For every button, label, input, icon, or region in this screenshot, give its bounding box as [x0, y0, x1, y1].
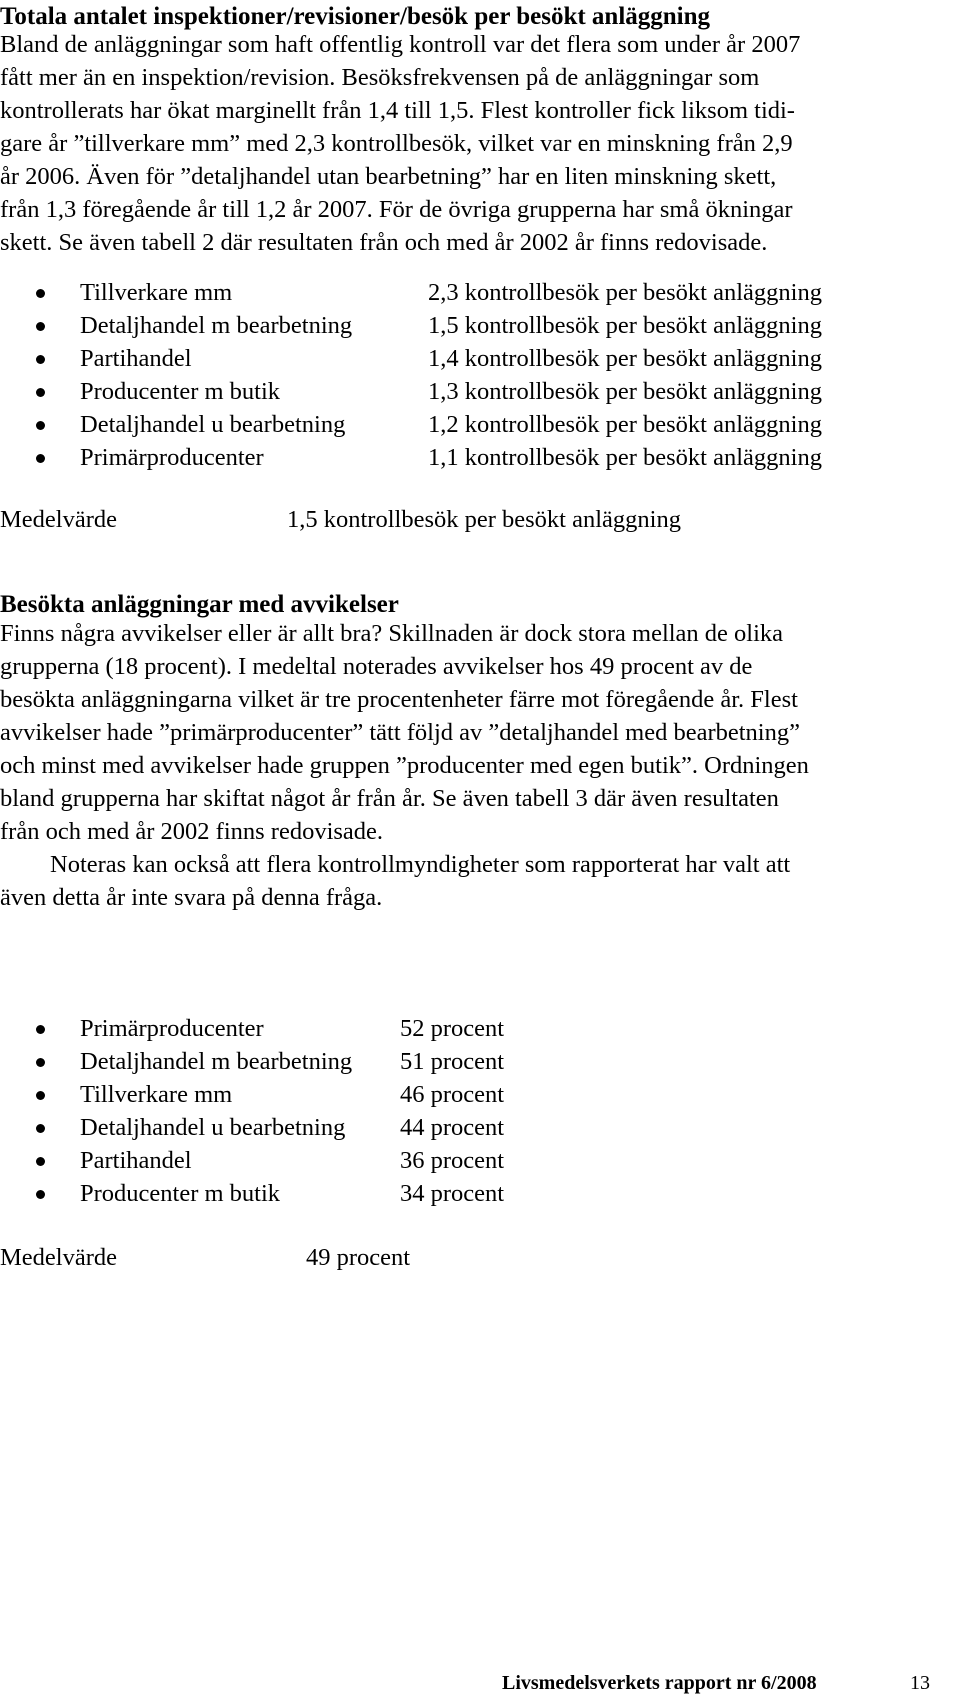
paragraph-line: fått mer än en inspektion/revision. Besöksfrekvensen på de anläggningar som [0, 64, 760, 91]
paragraph-line: bland grupperna har skiftat något år från år. Se även tabell 3 där även resultaten [0, 785, 779, 812]
list-item-label: Producenter m butik [80, 1180, 281, 1207]
list-item [0, 1045, 960, 1079]
list-item-label: Primärproducenter [80, 1015, 264, 1042]
paragraph-line: Bland de anläggningar som haft offentlig kontroll var det flera som under år 2007 [0, 31, 801, 58]
list-item-value: 34 procent [400, 1180, 505, 1207]
list-item-value: 36 procent [400, 1147, 505, 1174]
paragraph-line: Finns några avvikelser eller är allt bra? Skillnaden är dock stora mellan de olika [0, 620, 784, 647]
paragraph-deviations [0, 617, 809, 914]
list-item-label: Producenter m butik [80, 378, 281, 405]
paragraph-line: gare år ”tillverkare mm” med 2,3 kontrollbesök, vilket var en minskning från 2,9 [0, 130, 793, 157]
bullet-icon [36, 1124, 45, 1133]
bullet-icon [36, 289, 45, 298]
list-item-value: 46 procent [400, 1081, 505, 1108]
paragraph-line: skett. Se även tabell 2 där resultaten från och med år 2002 år finns redovisade. [0, 229, 768, 256]
paragraph-line: grupperna (18 procent). I medeltal noterades avvikelser hos 49 procent av de [0, 653, 753, 680]
average-label: Medelvärde [0, 506, 117, 533]
average-row [0, 503, 960, 537]
paragraph-inspections [0, 28, 800, 259]
list-item-value: 1,3 kontrollbesök per besökt anläggning [428, 378, 822, 405]
bullet-icon [36, 322, 45, 331]
list-item-label: Detaljhandel u bearbetning [80, 1114, 346, 1141]
page-footer [0, 1668, 960, 1698]
list-item-value: 52 procent [400, 1015, 505, 1042]
page-number: 13 [910, 1672, 930, 1694]
list-item-value: 1,4 kontrollbesök per besökt anläggning [428, 345, 822, 372]
average-value: 1,5 kontrollbesök per besökt anläggning [287, 506, 681, 533]
list-item-value: 2,3 kontrollbesök per besökt anläggning [428, 279, 822, 306]
average-label: Medelvärde [0, 1244, 117, 1271]
bullet-icon [36, 388, 45, 397]
list-item-label: Partihandel [80, 345, 192, 372]
list-item [0, 375, 960, 409]
list-item [0, 309, 960, 343]
bullet-icon [36, 1190, 45, 1199]
list-item [0, 1012, 960, 1046]
bullet-icon [36, 454, 45, 463]
paragraph-line: år 2006. Även för ”detaljhandel utan bearbetning” har en liten minskning skett, [0, 163, 777, 190]
list-item-label: Tillverkare mm [80, 279, 233, 306]
paragraph-line [0, 848, 809, 881]
section-heading-deviations: Besökta anläggningar med avvikelser [0, 591, 399, 618]
list-item-label: Partihandel [80, 1147, 192, 1174]
list-item-value: 1,1 kontrollbesök per besökt anläggning [428, 444, 822, 471]
paragraph-line: även detta år inte svara på denna fråga. [0, 884, 383, 911]
paragraph-line: avvikelser hade ”primärproducenter” tätt följd av ”detaljhandel med bearbetning” [0, 719, 800, 746]
list-item [0, 276, 960, 310]
bullet-icon [36, 355, 45, 364]
note-line: Noteras kan också att flera kontrollmyndigheter som rapporterat har valt att [50, 851, 791, 878]
list-item-label: Primärproducenter [80, 444, 264, 471]
paragraph-line: besökta anläggningarna vilket är tre procentenheter färre mot föregående år. Flest [0, 686, 798, 713]
list-item-value: 1,5 kontrollbesök per besökt anläggning [428, 312, 822, 339]
paragraph-line: från och med år 2002 finns redovisade. [0, 818, 384, 845]
bullet-icon [36, 1157, 45, 1166]
list-item-label: Tillverkare mm [80, 1081, 233, 1108]
paragraph-line: och minst med avvikelser hade gruppen ”producenter med egen butik”. Ordningen [0, 752, 809, 779]
list-item-label: Detaljhandel m bearbetning [80, 312, 353, 339]
bullet-icon [36, 1058, 45, 1067]
list-item-label: Detaljhandel u bearbetning [80, 411, 346, 438]
bullet-icon [36, 1025, 45, 1034]
list-item-value: 44 procent [400, 1114, 505, 1141]
bullet-icon [36, 1091, 45, 1100]
list-item [0, 441, 960, 475]
paragraph-line: kontrollerats har ökat marginellt från 1,4 till 1,5. Flest kontroller fick liksom tidi- [0, 97, 795, 124]
list-item [0, 408, 960, 442]
list-item [0, 342, 960, 376]
section-heading-inspections: Totala antalet inspektioner/revisioner/besök per besökt anläggning [0, 3, 711, 30]
list-item-value: 51 procent [400, 1048, 505, 1075]
list-item [0, 1111, 960, 1145]
list-item-label: Detaljhandel m bearbetning [80, 1048, 353, 1075]
paragraph-line: från 1,3 föregående år till 1,2 år 2007. För de övriga grupperna har små ökningar [0, 196, 793, 223]
list-item [0, 1177, 960, 1211]
list-item [0, 1144, 960, 1178]
average-row [0, 1241, 960, 1275]
bullet-icon [36, 421, 45, 430]
average-value: 49 procent [306, 1244, 411, 1271]
footer-report-title: Livsmedelsverkets rapport nr 6/2008 [502, 1672, 817, 1694]
list-item [0, 1078, 960, 1112]
list-item-value: 1,2 kontrollbesök per besökt anläggning [428, 411, 822, 438]
